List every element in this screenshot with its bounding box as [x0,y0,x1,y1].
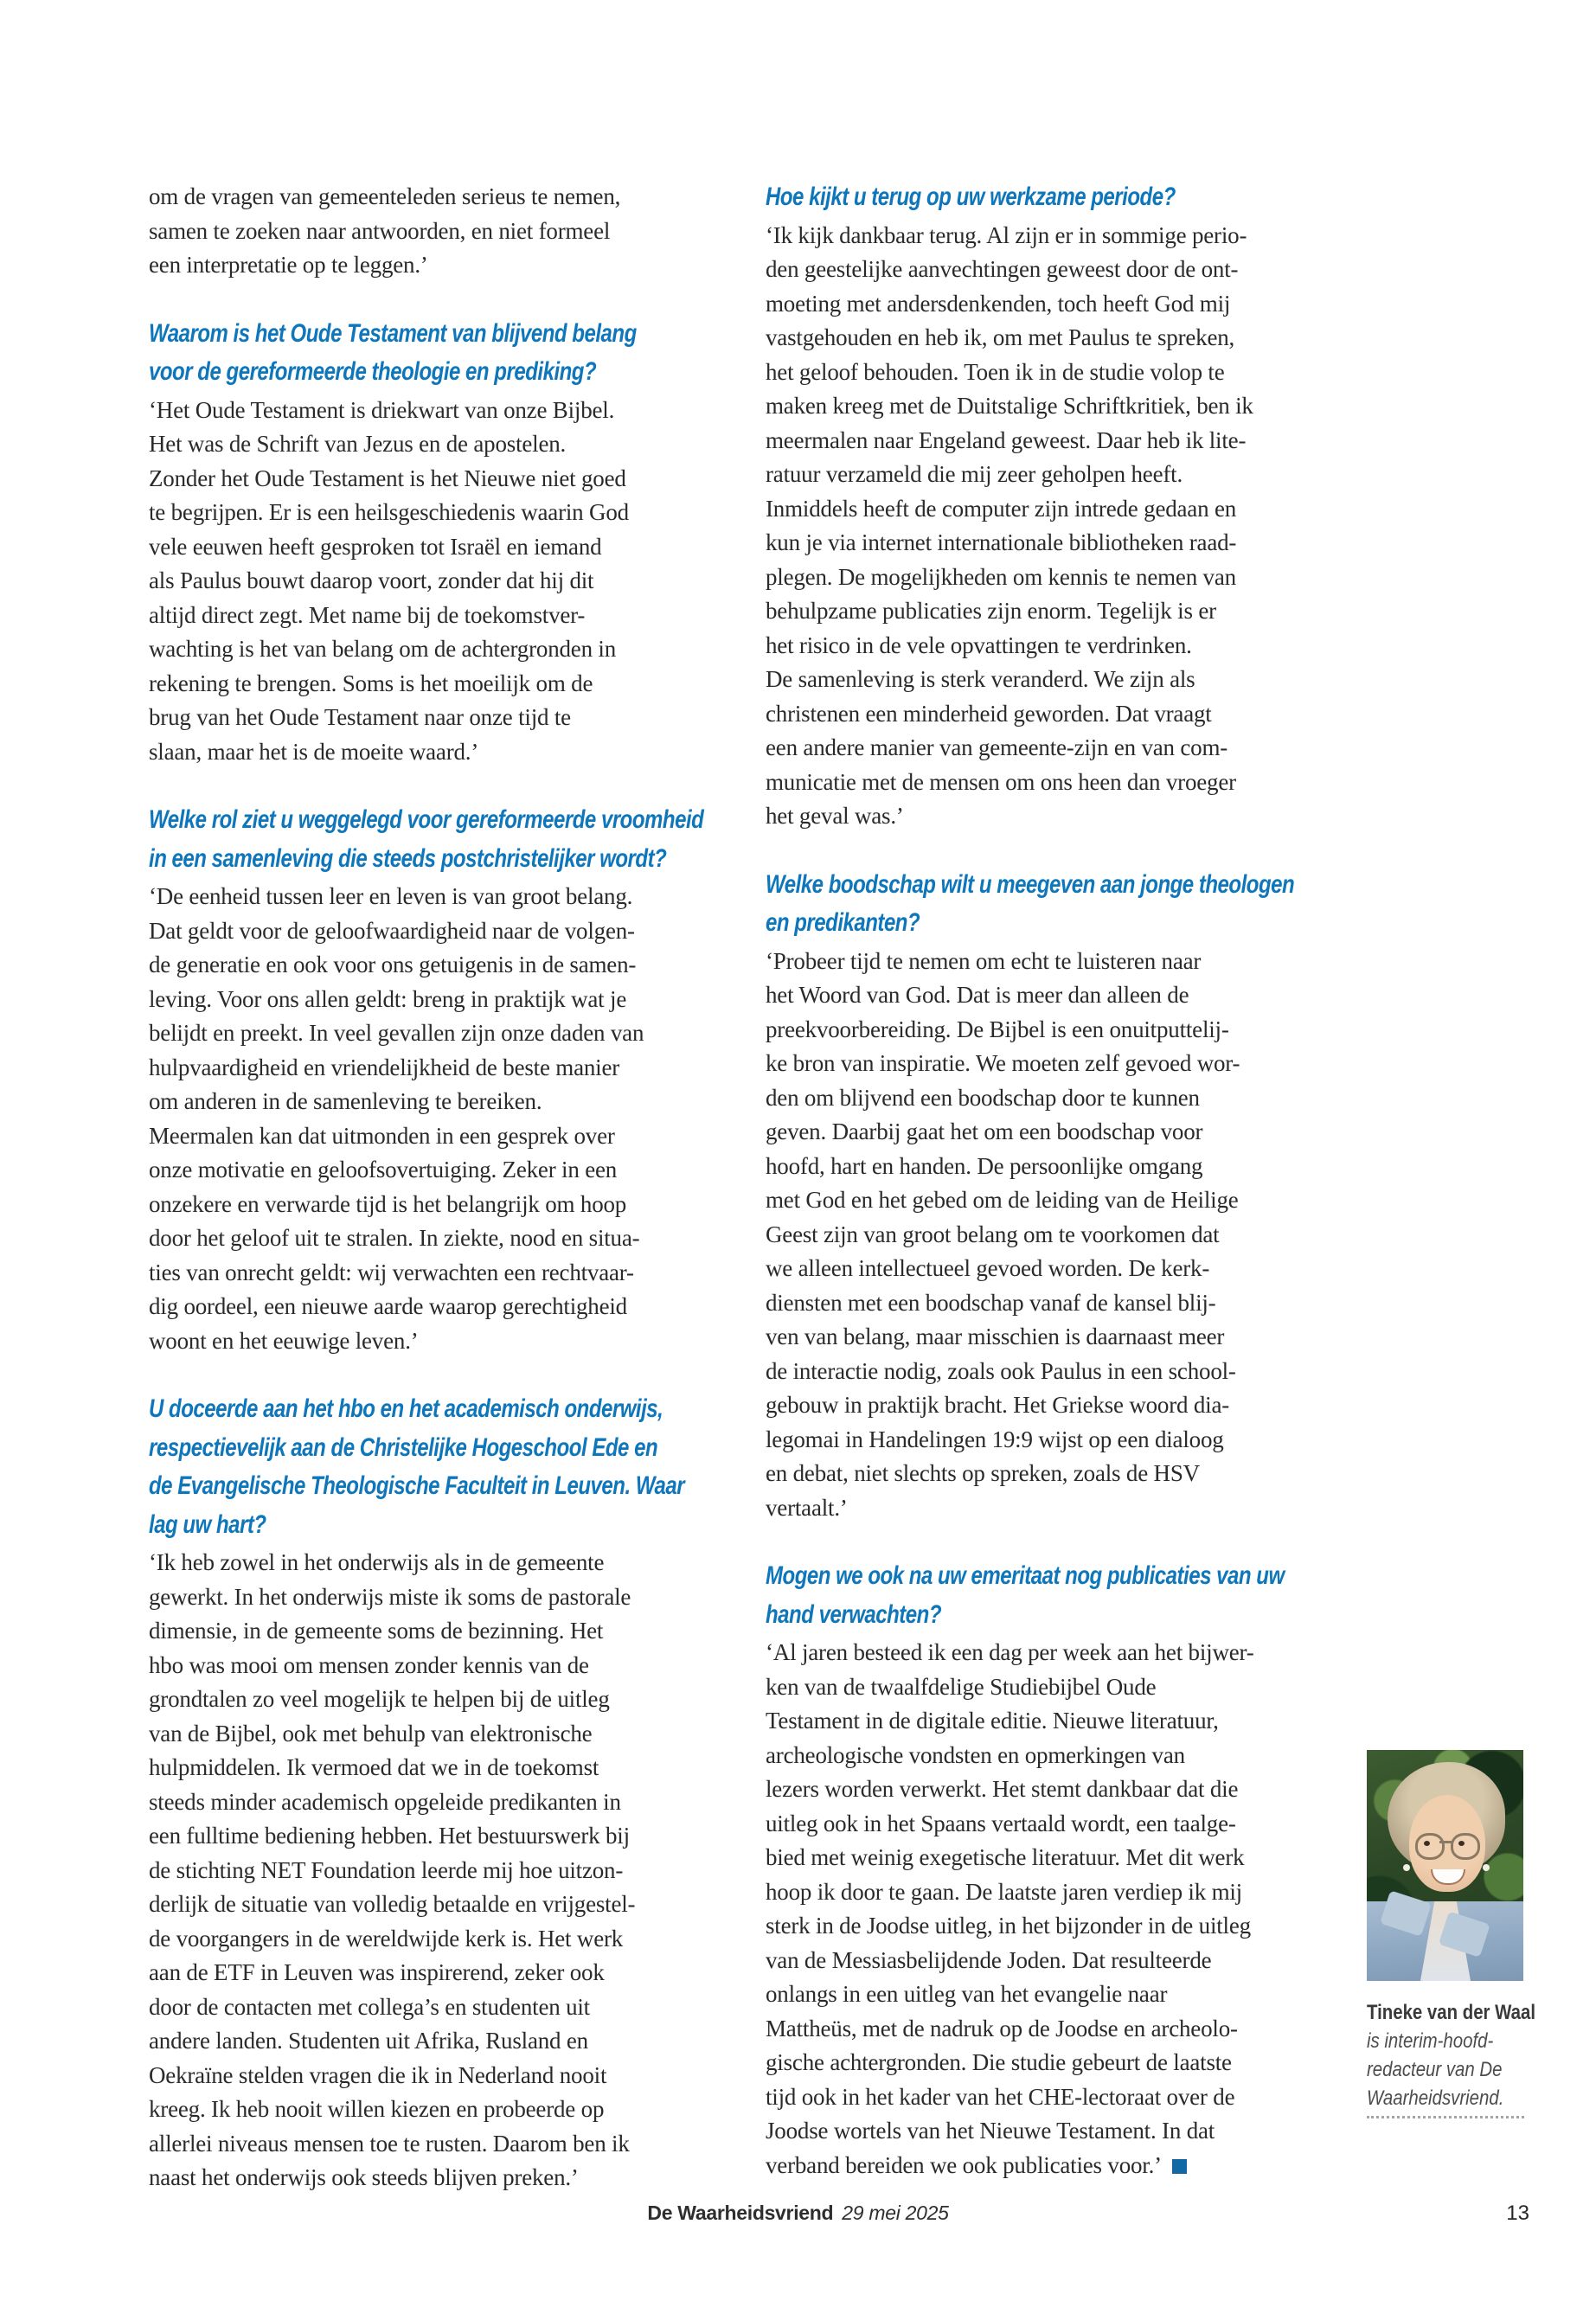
portrait-photo [1367,1750,1523,1981]
text-line: samen te zoeken naar antwoorden, en niet formeel [149,217,611,244]
page-number: 13 [1506,2202,1529,2225]
text-line: geven. Daarbij gaat het om een boodschap voor [766,1118,1203,1144]
denim-jacket [1367,1901,1523,1981]
paragraph [766,219,1330,834]
text-line: hulpmiddelen. Ik vermoed dat we in de toekomst [149,1754,599,1780]
heading-text: Welke boodschap wilt u meegeven aan jonge theologen [766,869,1295,899]
text-line: Testament in de digitale editie. Nieuwe literatuur, [766,1708,1219,1734]
text-line: christenen een minderheid geworden. Dat vraagt [766,700,1212,727]
text-line: een interpretatie op te leggen.’ [149,252,428,278]
heading-line [149,1508,711,1547]
text-line: diensten met een boodschap vanaf de kansel blij- [766,1289,1216,1316]
heading-line [766,1598,1330,1637]
paragraph [149,1546,711,2195]
heading-text: respectievelijk aan de Christelijke Hogeschool Ede en [149,1433,658,1462]
text-line: plegen. De mogelijkheden om kennis te nemen van [766,563,1236,590]
text-line: den geestelijke aanvechtingen geweest door de ont- [766,256,1239,282]
text-line: tijd ook in het kader van het CHE-lectoraat over de [766,2083,1235,2110]
page-footer [0,2202,1596,2225]
heading-line [149,1392,711,1431]
text-line: meermalen naar Engeland geweest. Daar heb ik lite- [766,426,1247,453]
text-line: een andere manier van gemeente-zijn en van com- [766,734,1228,760]
text-line: leving. Voor ons allen geldt: breng in praktijk wat je [149,985,627,1012]
text-line: door de contacten met collega’s en studenten uit [149,1993,590,2020]
text-line: municatie met de mensen om ons heen dan vroeger [766,768,1236,795]
text-line: ken van de twaalfdelige Studiebijbel Oude [766,1673,1157,1700]
text-line: lezers worden verwerkt. Het stemt dankbaar dat die [766,1776,1239,1802]
heading-text: en predikanten? [766,908,920,937]
text-line: het geval was.’ [766,803,904,829]
text-line: ‘Ik heb zowel in het onderwijs als in de gemeente [149,1549,605,1575]
text-line: het risico in de vele opvattingen te verdrinken. [766,631,1192,658]
heading-line [149,355,711,394]
text-line: ties van onrecht geldt: wij verwachten een rechtvaar- [149,1259,634,1285]
text-line: Het was de Schrift van Jezus en de apostelen. [149,431,567,457]
text-line: als Paulus bouwt daarop voort, zonder dat hij dit [149,567,594,593]
section-heading [766,868,1330,945]
heading-line [766,180,1330,219]
text-line: ke bron van inspiratie. We moeten zelf gevoed wor- [766,1050,1240,1076]
heading-text: voor de gereformeerde theologie en prediking? [149,357,597,386]
section-heading [149,317,711,394]
text-line: Meermalen kan dat uitmonden in een gesprek over [149,1122,615,1149]
heading-line [149,803,711,842]
text-line: naast het onderwijs ook steeds blijven preken.’ [149,2164,579,2190]
section-heading [149,1392,711,1546]
text-line: legomai in Handelingen 19:9 wijst op een dialoog [766,1426,1224,1452]
text-line: wachting is het van belang om de achtergronden in [149,636,617,662]
heading-text: Mogen we ook na uw emeritaat nog publicaties van uw [766,1561,1285,1590]
caption-dotted-divider [1367,2116,1524,2118]
glasses-bridge [1439,1841,1452,1843]
text-line: de voorgangers in de wereldwijde kerk is. Het werk [149,1925,624,1952]
text-line: ‘De eenheid tussen leer en leven is van groot belang. [149,883,633,909]
text-line: brug van het Oude Testament naar onze tijd te [149,704,571,730]
text-line: gewerkt. In het onderwijs miste ik soms de pastorale [149,1583,631,1610]
text-line: ven van belang, maar misschien is daarnaast meer [766,1324,1225,1349]
text-line: we alleen intellectueel gevoed worden. De kerk- [766,1255,1210,1281]
text-line: de generatie en ook voor ons getuigenis in de samen- [149,952,637,977]
heading-text: in een samenleving die steeds postchristelijker wordt? [149,843,667,873]
text-line: gische achtergronden. Die studie gebeurt de laatste [766,2049,1232,2075]
caption-role-line: Waarheidsvriend. [1367,2086,1504,2110]
text-line: met God en het gebed om de leiding van de Heilige [766,1187,1239,1213]
earring [1483,1864,1490,1871]
text-line: Zonder het Oude Testament is het Nieuwe niet goed [149,465,626,491]
text-line: om anderen in de samenleving te bereiken. [149,1088,542,1114]
text-line: om de vragen van gemeenteleden serieus te nemen, [149,183,621,209]
text-line: maken kreeg met de Duitstalige Schriftkritiek, ben ik [766,393,1253,419]
eye [1458,1841,1465,1846]
text-line: De samenleving is sterk veranderd. We zijn als [766,666,1195,692]
text-line: Oekraïne stelden vragen die ik in Nederland nooit [149,2061,607,2088]
earring [1403,1864,1410,1871]
glasses-icon [1415,1833,1445,1860]
text-line: steeds minder academisch opgeleide predikanten in [149,1788,621,1815]
text-line: andere landen. Studenten uit Afrika, Rusland en [149,2028,588,2054]
article-column-right [766,180,1330,2182]
text-line: ‘Het Oude Testament is driekwart van onze Bijbel. [149,396,615,423]
heading-text: de Evangelische Theologische Faculteit in Leuven. Waar [149,1471,685,1500]
text-line: uitleg ook in het Spaans vertaald wordt, een taalge- [766,1810,1236,1836]
photo-caption [1367,2000,1535,2114]
text-line: vertaalt.’ [766,1494,848,1521]
text-line: altijd direct zegt. Met name bij de toekomstver- [149,601,586,628]
section-heading [766,1559,1330,1636]
heading-line [149,1469,711,1508]
text-line: vastgehouden en heb ik, om met Paulus te spreken, [766,324,1235,350]
text-line: het Woord van God. Dat is meer dan alleen de [766,982,1189,1008]
text-line: Geest zijn van groot belang om te voorkomen dat [766,1221,1220,1247]
text-line: Joodse wortels van het Nieuwe Testament. In dat [766,2118,1215,2144]
article-end-marker-icon [1172,2159,1187,2174]
article-column-left [149,180,711,2195]
text-line: van de Bijbel, ook met behulp van elektronische [149,1720,593,1747]
heading-line [766,1559,1330,1598]
heading-line [149,317,711,356]
text-line: onzekere en verwarde tijd is het belangrijk om hoop [149,1190,627,1217]
magazine-title: De Waarheidsvriend [647,2202,834,2224]
text-line: woont en het eeuwige leven.’ [149,1327,419,1354]
paragraph [766,945,1330,1526]
text-line: van de Messiasbelijdende Joden. Dat resulteerde [766,1946,1212,1973]
heading-line [149,1431,711,1470]
glasses-icon [1451,1833,1480,1860]
text-line: de stichting NET Foundation leerde mij hoe uitzon- [149,1856,624,1883]
heading-text: Welke rol ziet u weggelegd voor gereformeerde vroomheid [149,805,704,834]
text-line: behulpzame publicaties zijn enorm. Tegelijk is er [766,598,1216,624]
text-line: te begrijpen. Er is een heilsgeschiedenis waarin God [149,499,629,525]
text-line: den om blijvend een boodschap door te kunnen [766,1084,1200,1111]
text-line: het geloof behouden. Toen ik in de studie volop te [766,358,1225,385]
section-heading [149,803,711,880]
eye [1424,1841,1430,1846]
text-line: Mattheüs, met de nadruk op de Joodse en archeolo- [766,2015,1238,2041]
text-line: ‘Probeer tijd te nemen om echt te luisteren naar [766,947,1202,974]
heading-text: Hoe kijkt u terug op uw werkzame periode? [766,183,1176,211]
text-line: onze motivatie en geloofsovertuiging. Zeker in een [149,1157,618,1183]
text-line: hbo was mooi om mensen zonder kennis van de [149,1651,589,1678]
text-line: de interactie nodig, zoals ook Paulus in een school- [766,1357,1236,1384]
text-line: grondtalen zo veel mogelijk te helpen bij de uitleg [149,1686,610,1712]
text-line: en debat, niet slechts op spreken, zoals de HSV [766,1460,1200,1486]
paragraph [149,180,711,283]
caption-role-line: redacteur van De [1367,2058,1503,2081]
text-line: gebouw in praktijk bracht. Het Griekse woord dia- [766,1392,1230,1418]
heading-line [149,842,711,881]
text-line: dimensie, in de gemeente soms de bezinning. Het [149,1618,604,1644]
heading-line [766,906,1330,945]
text-line: dig oordeel, een nieuwe aarde waarop gerechtigheid [149,1293,627,1319]
text-line: archeologische vondsten en opmerkingen van [766,1741,1185,1768]
text-line: rekening te brengen. Soms is het moeilijk om de [149,670,593,696]
text-line: aan de ETF in Leuven was inspirerend, zeker ook [149,1959,605,1985]
heading-text: U doceerde aan het hbo en het academisch onderwijs, [149,1394,663,1423]
caption-name: Tineke van der Waal [1367,2001,1536,2024]
heading-line [766,868,1330,907]
text-line: sterk in de Joodse uitleg, in het bijzonder in de uitleg [766,1913,1251,1939]
issue-date: 29 mei 2025 [842,2202,949,2224]
text-line: vele eeuwen heeft gesproken tot Israël en iemand [149,533,602,560]
caption-role-line: is interim-hoofd- [1367,2029,1494,2053]
text-line: moeting met andersdenkenden, toch heeft God mij [766,290,1231,317]
text-line: een fulltime bediening hebben. Het bestuurswerk bij [149,1823,630,1849]
text-line: ‘Ik kijk dankbaar terug. Al zijn er in sommige perio- [766,221,1247,248]
heading-text: Waarom is het Oude Testament van blijvend belang [149,318,637,348]
paragraph [149,394,711,770]
text-line: kreeg. Ik heb nooit willen kiezen en probeerde op [149,2096,605,2122]
text-line: slaan, maar het is de moeite waard.’ [149,738,479,765]
heading-text: lag uw hart? [149,1509,266,1539]
text-line: bied met weinig exegetische literatuur. Met dit werk [766,1844,1245,1870]
text-line: derlijk de situatie van volledig betaalde en vrijgestel- [149,1891,636,1917]
text-line: belijdt en preekt. In veel gevallen zijn onze daden van [149,1020,644,1046]
section-heading [766,180,1330,219]
text-line: onlangs in een uitleg van het evangelie naar [766,1981,1168,2007]
text-line: ratuur verzameld die mij zeer geholpen heeft. [766,461,1183,487]
text-line: ‘Al jaren besteed ik een dag per week aan het bijwer- [766,1639,1254,1665]
text-line: Dat geldt voor de geloofwaardigheid naar de volgen- [149,917,635,944]
text-line: kun je via internet internationale bibliotheken raad- [766,529,1237,555]
text-line: door het geloof uit te stralen. In ziekte, nood en situa- [149,1225,640,1251]
text-line: allerlei niveaus mensen toe te rusten. Daarom ben ik [149,2130,630,2157]
text-line: hulpvaardigheid en vriendelijkheid de beste manier [149,1054,620,1080]
text-line: hoop ik door te gaan. De laatste jaren verdiep ik mij [766,1878,1242,1905]
paragraph [149,880,711,1358]
text-line: Inmiddels heeft de computer zijn intrede gedaan en [766,495,1237,522]
text-line: hoofd, hart en handen. De persoonlijke omgang [766,1152,1203,1179]
text-line: preekvoorbereiding. De Bijbel is een onuitputtelij- [766,1016,1229,1042]
paragraph [766,1636,1330,2182]
text-line: verband bereiden we ook publicaties voor.’ [766,2149,1330,2183]
heading-text: hand verwachten? [766,1599,942,1629]
